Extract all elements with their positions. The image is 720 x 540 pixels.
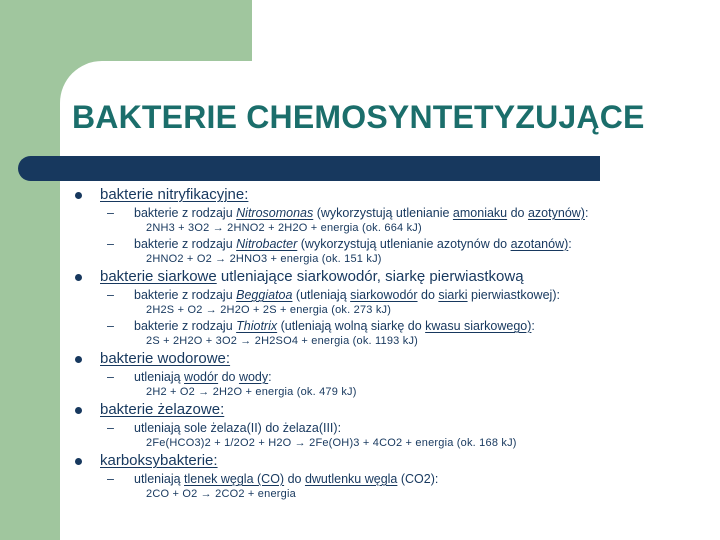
text-part: wodór xyxy=(184,370,219,384)
dash-icon: – xyxy=(107,370,114,384)
bullet-item xyxy=(75,349,720,369)
text-part: do xyxy=(284,472,305,486)
text-part: siarki xyxy=(438,288,468,302)
text-part: do xyxy=(507,206,528,220)
dash-icon: – xyxy=(107,206,114,220)
text-part: pierwiastkowej): xyxy=(467,288,560,302)
text-part: tlenek węgla (CO) xyxy=(184,472,285,486)
text-part: (wykorzystują utlenianie xyxy=(313,206,453,220)
dash-icon: – xyxy=(107,288,114,302)
text-part: amoniaku xyxy=(452,206,508,220)
text-part: (utleniają xyxy=(292,288,351,302)
sub-text xyxy=(134,236,572,252)
text-part: azotynów) xyxy=(527,206,585,220)
sub-item xyxy=(107,318,720,334)
sub-text xyxy=(134,287,560,303)
text-part: kwasu siarkowego) xyxy=(425,319,532,333)
text-part: (wykorzystują utlenianie azotynów do xyxy=(297,237,511,251)
sub-item xyxy=(107,420,720,436)
text-part: bakterie z rodzaju xyxy=(134,288,237,302)
text-part: bakterie z rodzaju xyxy=(134,206,237,220)
text-part: do xyxy=(417,288,439,302)
sub-item xyxy=(107,471,720,487)
sub-text xyxy=(134,420,341,436)
sub-text xyxy=(134,369,272,385)
text-part: do xyxy=(218,370,239,384)
text-part: : xyxy=(568,237,572,251)
equation: 2HNO2 + O2 → 2HNO3 + energia (ok. 151 kJ) xyxy=(146,253,382,265)
text-part: Beggiatoa xyxy=(236,288,293,302)
bullet-heading xyxy=(100,451,218,471)
equation: 2CO + O2 → 2CO2 + energia xyxy=(146,488,296,500)
bullet-item xyxy=(75,451,720,471)
text-part: Nitrobacter xyxy=(236,237,298,251)
bullet-item xyxy=(75,185,720,205)
text-part: bakterie z rodzaju xyxy=(134,319,237,333)
text-part: utleniają xyxy=(134,472,185,486)
bullet-dot-icon xyxy=(75,356,82,363)
text-part: : xyxy=(268,370,272,384)
title-accent-bar xyxy=(18,156,600,181)
text-part: : xyxy=(531,319,535,333)
sub-text xyxy=(134,471,438,487)
text-part: bakterie wodorowe: xyxy=(100,350,231,367)
bullet-dot-icon xyxy=(75,274,82,281)
bullet-heading xyxy=(100,349,230,369)
sub-item xyxy=(107,287,720,303)
bullet-dot-icon xyxy=(75,407,82,414)
text-part: bakterie z rodzaju xyxy=(134,237,237,251)
text-part: utleniają sole żelaza(II) do żelaza(III): xyxy=(134,421,342,435)
text-part: bakterie żelazowe: xyxy=(100,401,225,418)
equation: 2H2 + O2 → 2H2O + energia (ok. 479 kJ) xyxy=(146,386,357,398)
sub-text xyxy=(134,205,588,221)
text-part: dwutlenku węgla xyxy=(304,472,398,486)
dash-icon: – xyxy=(107,472,114,486)
text-part: (utleniają wolną siarkę do xyxy=(277,319,426,333)
text-part: azotanów) xyxy=(510,237,569,251)
bullet-item xyxy=(75,400,720,420)
text-part: Nitrosomonas xyxy=(236,206,314,220)
equation: 2H2S + O2 → 2H2O + 2S + energia (ok. 273 kJ) xyxy=(146,304,392,316)
bullet-dot-icon xyxy=(75,458,82,465)
text-part: karboksybakterie: xyxy=(100,452,218,469)
text-part: bakterie nitryfikacyjne: xyxy=(100,186,249,203)
text-part: wody xyxy=(238,370,269,384)
text-part: utleniające siarkowodór, siarkę pierwiastkową xyxy=(216,268,524,285)
sub-item xyxy=(107,369,720,385)
text-part: siarkowodór xyxy=(350,288,418,302)
bullet-heading xyxy=(100,185,248,205)
slide-title: BAKTERIE CHEMOSYNTETYZUJĄCE xyxy=(72,99,645,135)
dash-icon: – xyxy=(107,237,114,251)
bullet-item xyxy=(75,267,720,287)
text-part: utleniają xyxy=(134,370,185,384)
dash-icon: – xyxy=(107,421,114,435)
equation: 2Fe(HCO3)2 + 1/2O2 + H2O → 2Fe(OH)3 + 4CO2 + energia (ok. 168 kJ) xyxy=(146,437,517,449)
dash-icon: – xyxy=(107,319,114,333)
sub-text xyxy=(134,318,535,334)
bullet-outline xyxy=(0,182,720,502)
equation: 2NH3 + 3O2 → 2HNO2 + 2H2O + energia (ok. 664 kJ) xyxy=(146,222,422,234)
equation: 2S + 2H2O + 3O2 → 2H2SO4 + energia (ok. 1193 kJ) xyxy=(146,335,419,347)
text-part: bakterie siarkowe xyxy=(100,268,217,285)
text-part: (CO2): xyxy=(397,472,439,486)
sub-item xyxy=(107,236,720,252)
bullet-dot-icon xyxy=(75,192,82,199)
text-part: Thiotrix xyxy=(236,319,278,333)
bullet-heading xyxy=(100,400,224,420)
sub-item xyxy=(107,205,720,221)
bullet-heading xyxy=(100,267,524,287)
text-part: : xyxy=(584,206,589,220)
